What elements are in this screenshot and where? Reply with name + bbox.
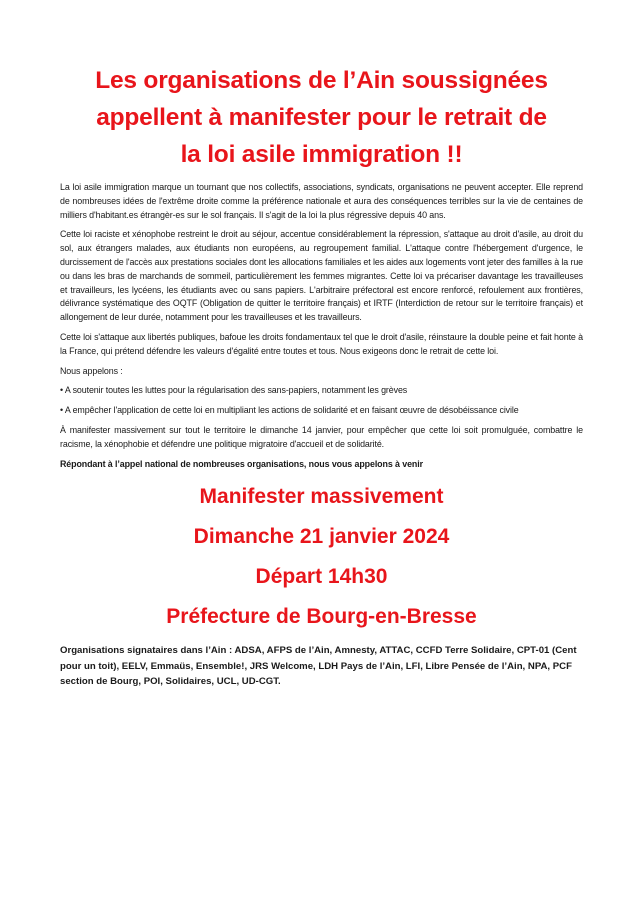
flyer-title	[60, 62, 583, 173]
title-line-3: la loi asile immigration !!	[180, 141, 463, 168]
event-location: Préfecture de Bourg-en-Bresse	[166, 605, 477, 629]
call-intro: Nous appelons :	[60, 365, 123, 376]
liberties-paragraph: Cette loi s'attaque aux libertés publiques, bafoue les droits fondamentaux tel que le droit d'asile, réinstaure la double peine et fait honte à la France, qui prétend défendre les valeurs d'égalité entre toutes et tous. Nous exigeons donc le retrait de cette loi.	[60, 331, 583, 356]
flyer-body	[60, 181, 583, 471]
event-details	[60, 477, 583, 637]
event-date: Dimanche 21 janvier 2024	[193, 525, 450, 549]
event-time: Départ 14h30	[255, 565, 388, 589]
call-item-1: • A soutenir toutes les luttes pour la régularisation des sans-papiers, notamment les grèves	[60, 385, 408, 396]
national-call-line: Répondant à l’appel national de nombreuses organisations, nous vous appelons à venir	[60, 458, 423, 469]
call-item-3: À manifester massivement sur tout le territoire le dimanche 14 janvier, pour empêcher que cette loi soit promulguée, combattre le racisme, la xénophobie et défendre une politique migratoire d'accueil et de solidarité.	[60, 424, 583, 449]
title-line-2: appellent à manifester pour le retrait de	[96, 104, 547, 131]
event-headline: Manifester massivement	[199, 485, 444, 509]
signatory-organisations: Organisations signataires dans l’Ain : ADSA, AFPS de l’Ain, Amnesty, ATTAC, CCFD Terre Solidaire, CPT-01 (Cent pour un toit), EELV, Emmaüs, Ensemble!, JRS Welcome, LDH Pays de l’Ain, LFI, Libre Pensée de l’Ain, NPA, PCF section de Bourg, POI, Solidaires, UCL, UD-CGT.	[60, 645, 577, 687]
intro-paragraph: La loi asile immigration marque un tournant que nos collectifs, associations, syndicats, organisations ne peuvent accepter. Elle reprend de nombreuses idées de l'extrême droite comme la préférence nationale et aura des conséquences terribles sur la vie de centaines de milliers d'habitant.es étrangèr-es sur le sol français. Il s'agit de la loi la plus régressive depuis 40 ans.	[60, 182, 583, 220]
title-line-1: Les organisations de l’Ain soussignées	[95, 67, 548, 94]
call-item-2: • A empêcher l'application de cette loi en multipliant les actions de solidarité et en faisant œuvre de désobéissance civile	[60, 405, 519, 416]
law-effects-paragraph: Cette loi raciste et xénophobe restreint le droit au séjour, accentue considérablement la répression, s'attaque au droit d'asile, au droit du sol, aux étrangers malades, aux étudiants non européens, au regroupement familial. L'attaque contre l'hébergement d'urgence, le durcissement de l'accès aux prestations sociales dont les allocations familiales et les aides aux logements vont jeter des familles à la rue ou dans les bras de marchands de sommeil, particulièrement les femmes migrantes. Cette loi va précariser davantage les travailleuses et travailleurs, les lycéens, les étudiants avec ou sans papiers. L'arbitraire préfectoral est encore renforcé, refoulement aux frontières, délivrance systématique des OQTF (Obligation de quitter le territoire français) et IRTF (Interdiction de retour sur le territoire français) et allongement de leur durée, notamment pour les travailleuses et les travailleurs.	[60, 229, 583, 323]
